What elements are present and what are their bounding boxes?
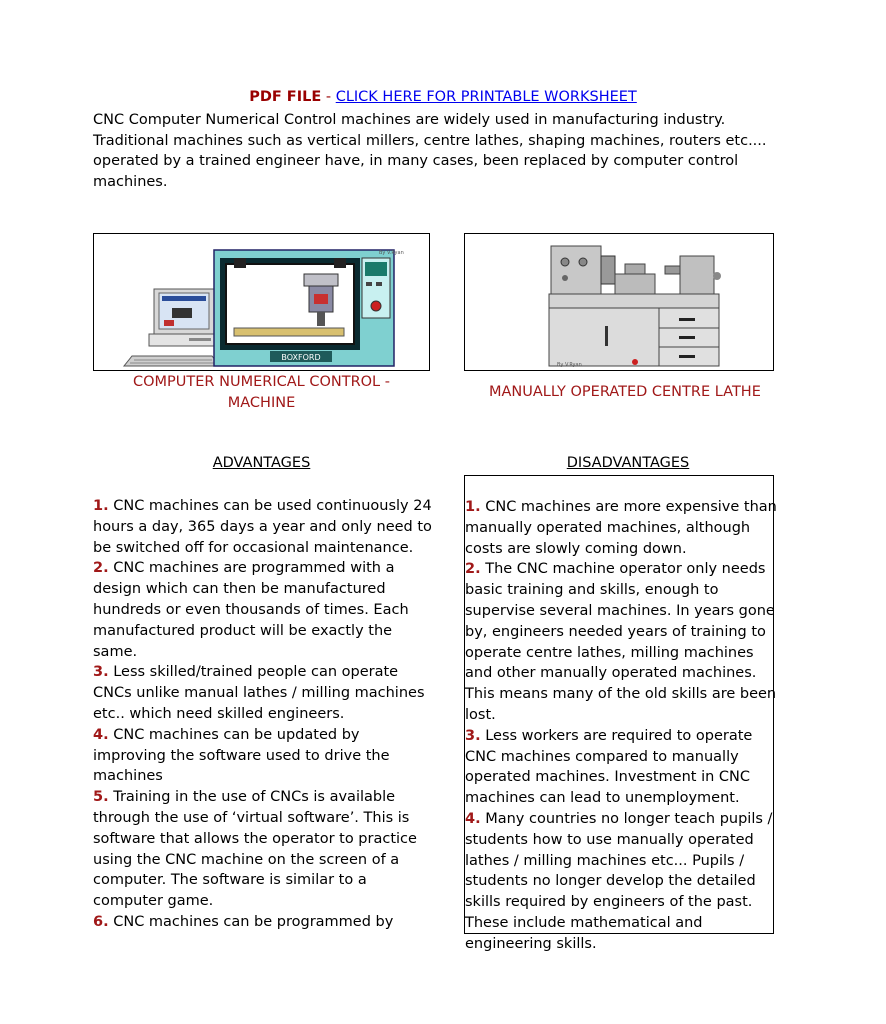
pdf-file-label: PDF FILE [249, 89, 322, 105]
centre-lathe-image [464, 233, 774, 371]
list-item: 6. CNC machines can be programmed by [93, 913, 394, 930]
cnc-image-credit: By V.Ryan [379, 250, 404, 256]
disadvantages-heading: DISADVANTAGES [566, 455, 690, 471]
list-item: 4. CNC machines can be updated by improving the software used to drive the machines [93, 726, 390, 785]
list-item: 1. CNC machines are more expensive than manually operated machines, although costs are slowly coming down. [465, 499, 777, 557]
printable-worksheet-link[interactable]: CLICK HERE FOR PRINTABLE WORKSHEET [335, 89, 637, 105]
cnc-brand-label: BOXFORD [281, 353, 321, 362]
list-item: 2. The CNC machine operator only needs basic training and skills, enough to supervise several machines. In years gone by, engineers needed years of training to operate centre lathes, milling machines and other manually operated machines. This means many of the old skills are been lost. [465, 561, 777, 723]
cnc-caption [93, 372, 430, 413]
list-item: 3. Less workers are required to operate CNC machines compared to manually operated machines. Investment in CNC machines can lead to unemployment. [465, 727, 753, 807]
lathe-caption: MANUALLY OPERATED CENTRE LATHE [489, 384, 761, 400]
list-item: 5. Training in the use of CNCs is available through the use of ‘virtual software’. This is software that allows the operator to practice using the CNC machine on the screen of a computer. The software is similar to a computer game. [93, 789, 417, 910]
centre-lathe-illustration [465, 234, 773, 370]
cnc-caption-line2: MACHINE [227, 394, 296, 411]
list-item: 1. CNC machines can be used continuously 24 hours a day, 365 days a year and only need to be switched off for occasional maintenance. [93, 498, 432, 556]
cnc-machine-illustration [94, 234, 429, 370]
list-item: 3. Less skilled/trained people can operate CNCs unlike manual lathes / milling machines etc.. which need skilled engineers. [93, 664, 425, 722]
disadvantages-list [465, 497, 783, 955]
intro-paragraph: CNC Computer Numerical Control machines are widely used in manufacturing industry. Traditional machines such as vertical millers, centre lathes, shaping machines, routers etc.... operated by a trained engineer have, in many cases, been replaced by computer control machines. [93, 112, 767, 190]
list-item: 2. CNC machines are programmed with a design which can then be manufactured hundreds or even thousands of times. Each manufactured product will be exactly the same. [93, 560, 409, 660]
worksheet-header [0, 89, 886, 105]
disadvantages-box [464, 475, 777, 952]
advantages-heading: ADVANTAGES [212, 455, 311, 471]
lathe-image-credit: By V.Ryan [557, 362, 582, 368]
list-item: 4. Many countries no longer teach pupils / students how to use manually operated lathes / milling machines etc... Pupils / students no longer develop the detailed skills required by engineers of the past. These include mathematical and engineering skills. [465, 810, 773, 952]
header-separator: - [321, 89, 336, 105]
cnc-machine-image [93, 233, 430, 371]
advantages-list [93, 496, 433, 933]
cnc-caption-line1: COMPUTER NUMERICAL CONTROL - [133, 374, 390, 390]
